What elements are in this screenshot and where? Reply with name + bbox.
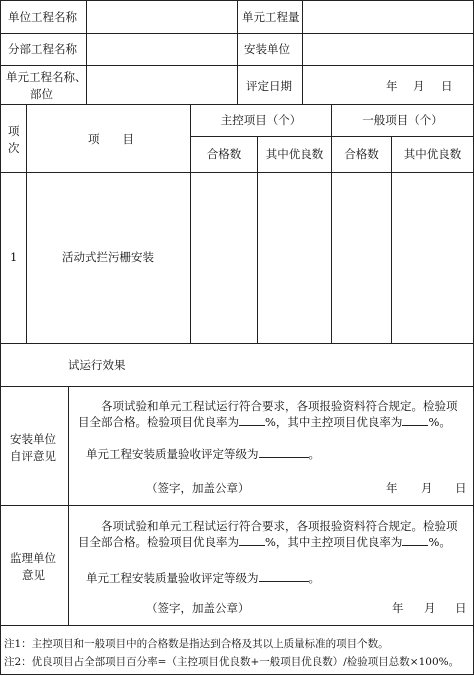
install-opinion-text xyxy=(78,398,466,430)
supervision-day-label: 日 xyxy=(455,601,467,615)
row-number: 1 xyxy=(10,250,18,264)
opinion-text-part: %，其中主控项目优良率为 xyxy=(265,535,403,549)
supervision-opinion-label: 意见 xyxy=(22,568,45,582)
supervision-opinion-label: 监理单位 xyxy=(10,551,56,565)
grade-blank xyxy=(259,446,309,458)
col-divider xyxy=(302,0,303,105)
col-divider xyxy=(68,386,69,626)
main-excellent-rate-blank xyxy=(402,534,428,546)
row-item-name: 活动式拦污栅安装 xyxy=(62,250,154,264)
col-divider xyxy=(26,104,27,344)
table-border-bottom xyxy=(0,674,474,675)
supervision-opinion-text xyxy=(78,518,466,550)
item-no-header: 项 xyxy=(8,124,20,138)
grade-end: 。 xyxy=(308,571,320,585)
row-divider xyxy=(0,172,474,173)
opinion-text-part: %，其中主控项目优良率为 xyxy=(265,415,403,429)
general-excellent-count-header: 其中优良数 xyxy=(403,147,462,161)
opinion-text-part: %。 xyxy=(428,415,451,429)
opinion-text-part: %。 xyxy=(428,535,451,549)
row-divider xyxy=(0,505,474,506)
grade-text: 单元工程安装质量验收评定等级为 xyxy=(86,571,259,585)
install-opinion-label: 安装单位 xyxy=(10,432,56,446)
grade-blank xyxy=(259,570,309,582)
main-items-header: 主控项目（个） xyxy=(220,113,302,127)
unit-project-name-label: 单位工程名称 xyxy=(8,10,77,24)
col-divider xyxy=(257,136,258,344)
col-divider xyxy=(331,104,332,344)
main-excellent-rate-blank xyxy=(402,414,428,426)
install-opinion-label: 自评意见 xyxy=(10,449,56,463)
unit-project-name-part-label: 部位 xyxy=(30,87,53,101)
col-divider xyxy=(391,136,392,344)
col-divider xyxy=(86,0,87,105)
eval-date-label: 评定日期 xyxy=(246,79,292,93)
main-qualified-count-header: 合格数 xyxy=(206,147,242,161)
col-divider xyxy=(237,0,238,105)
grade-end: 。 xyxy=(308,447,320,461)
date-year-label: 年 xyxy=(386,79,398,93)
row-divider xyxy=(0,386,474,387)
row-divider xyxy=(0,343,474,344)
note-2: 注2：优良项目占全部项目百分率=（主控项目优良数+一般项目优良数）/检验项目总数×100%。 xyxy=(4,656,460,668)
col-divider xyxy=(190,104,191,344)
supervision-sign-text: （签字，加盖公章） xyxy=(146,601,250,615)
excellent-rate-blank xyxy=(239,414,265,426)
date-month-label: 月 xyxy=(413,79,425,93)
supervision-month-label: 月 xyxy=(424,601,436,615)
supervision-grade-line xyxy=(86,570,320,585)
supervision-year-label: 年 xyxy=(392,601,404,615)
general-qualified-count-header: 合格数 xyxy=(344,147,379,161)
install-day-label: 日 xyxy=(455,481,467,495)
date-day-label: 日 xyxy=(441,79,453,93)
item-header: 项 目 xyxy=(88,132,134,146)
subproject-name-label: 分部工程名称 xyxy=(8,42,77,56)
item-no-header: 次 xyxy=(8,141,20,155)
install-unit-label: 安装单位 xyxy=(244,42,290,56)
general-items-header: 一般项目（个） xyxy=(362,113,443,127)
install-month-label: 月 xyxy=(421,481,433,495)
main-excellent-count-header: 其中优良数 xyxy=(265,147,324,161)
unit-project-name-part-label: 单元工程名称、 xyxy=(6,70,87,84)
table-border-left xyxy=(0,0,1,675)
opinion-text-part: 各项试验和单元工程试运行符合要求，各项报验资料符合规定。检验项目全部合格。检验项目优良率为 xyxy=(78,519,458,549)
opinion-text-part: 各项试验和单元工程试运行符合要求，各项报验资料符合规定。检验项目全部合格。检验项目优良率为 xyxy=(78,399,458,429)
excellent-rate-blank xyxy=(239,534,265,546)
row-divider xyxy=(0,625,474,626)
install-sign-text: （签字，加盖公章） xyxy=(146,481,250,495)
install-year-label: 年 xyxy=(386,481,398,495)
row-divider xyxy=(190,136,474,137)
note-1: 注1：主控项目和一般项目中的合格数是指达到合格及其以上质量标准的项目个数。 xyxy=(4,638,389,650)
unit-project-quantity-label: 单元工程量 xyxy=(242,10,300,24)
trial-run-label: 试运行效果 xyxy=(68,358,126,372)
install-grade-line xyxy=(86,446,320,461)
grade-text: 单元工程安装质量验收评定等级为 xyxy=(86,447,259,461)
